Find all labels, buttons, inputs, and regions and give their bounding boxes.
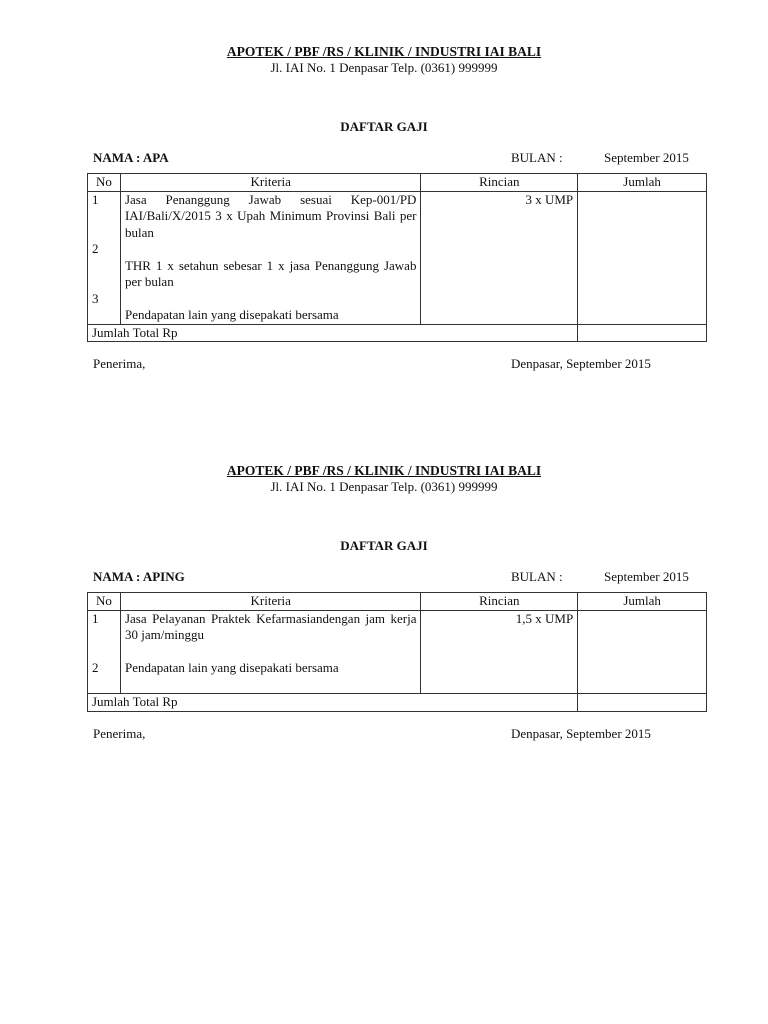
slip-footer [0, 726, 768, 744]
table-row [88, 191, 707, 324]
header-no: No [88, 174, 121, 192]
salary-table [87, 592, 707, 712]
number-cell [88, 191, 121, 324]
table-header-row [88, 174, 707, 192]
row-number: 2 [92, 660, 99, 675]
jumlah-cell [578, 191, 707, 324]
criteria-cell [120, 610, 421, 694]
header-jumlah: Jumlah [578, 174, 707, 192]
slip-footer [0, 356, 768, 374]
document-title: DAFTAR GAJI [340, 538, 428, 553]
criteria-item: Jasa Pelayanan Praktek Kefarmasiandengan jam kerja 30 jam/minggu [124, 610, 417, 642]
row-number: 2 [92, 241, 99, 256]
salary-slip-aping [0, 463, 768, 744]
slip-meta [0, 569, 768, 587]
employee-name: NAMA : APING [93, 569, 185, 584]
header-rincian: Rincian [421, 174, 578, 192]
rincian-cell: 1,5 x UMP [421, 610, 578, 694]
header-no: No [88, 593, 121, 611]
criteria-item: Pendapatan lain yang disepakati bersama [124, 660, 339, 675]
header-jumlah: Jumlah [578, 593, 707, 611]
organization-name: APOTEK / PBF /RS / KLINIK / INDUSTRI IAI BALI [226, 463, 542, 478]
total-value [578, 694, 707, 712]
row-number: 1 [92, 191, 99, 207]
organization-name: APOTEK / PBF /RS / KLINIK / INDUSTRI IAI BALI [226, 44, 542, 59]
total-label: Jumlah Total Rp [88, 324, 578, 342]
number-cell [88, 610, 121, 694]
slip-meta [0, 150, 768, 168]
total-label: Jumlah Total Rp [88, 694, 578, 712]
header-kriteria: Kriteria [120, 174, 420, 192]
recipient-label: Penerima, [93, 356, 146, 371]
total-row [88, 324, 707, 342]
header-kriteria: Kriteria [120, 593, 421, 611]
row-number: 3 [92, 290, 99, 306]
month-label: BULAN : [511, 569, 563, 584]
salary-slip-apa [0, 44, 768, 374]
row-number: 1 [92, 610, 99, 626]
month-value: September 2015 [604, 150, 689, 165]
criteria-item: THR 1 x setahun sebesar 1 x jasa Penanggung Jawab per bulan [124, 257, 417, 289]
rincian-cell: 3 x UMP [421, 191, 578, 324]
total-value [578, 324, 707, 342]
table-header-row [88, 593, 707, 611]
place-date: Denpasar, September 2015 [511, 356, 651, 371]
document-title: DAFTAR GAJI [340, 119, 428, 134]
recipient-label: Penerima, [93, 725, 146, 741]
jumlah-cell [578, 610, 707, 694]
criteria-cell [120, 191, 420, 324]
total-row [88, 694, 707, 712]
salary-table [87, 173, 707, 342]
organization-address: Jl. IAI No. 1 Denpasar Telp. (0361) 999999 [270, 479, 498, 494]
month-value: September 2015 [604, 569, 689, 584]
employee-name: NAMA : APA [93, 150, 169, 165]
table-row [88, 610, 707, 694]
header-rincian: Rincian [421, 593, 578, 611]
criteria-item: Jasa Penanggung Jawab sesuai Kep-001/PD IAI/Bali/X/2015 3 x Upah Minimum Provinsi Bali per bulan [124, 191, 417, 240]
month-label: BULAN : [511, 150, 563, 165]
organization-address: Jl. IAI No. 1 Denpasar Telp. (0361) 999999 [270, 60, 498, 75]
criteria-item: Pendapatan lain yang disepakati bersama [124, 307, 339, 322]
place-date: Denpasar, September 2015 [511, 725, 651, 741]
